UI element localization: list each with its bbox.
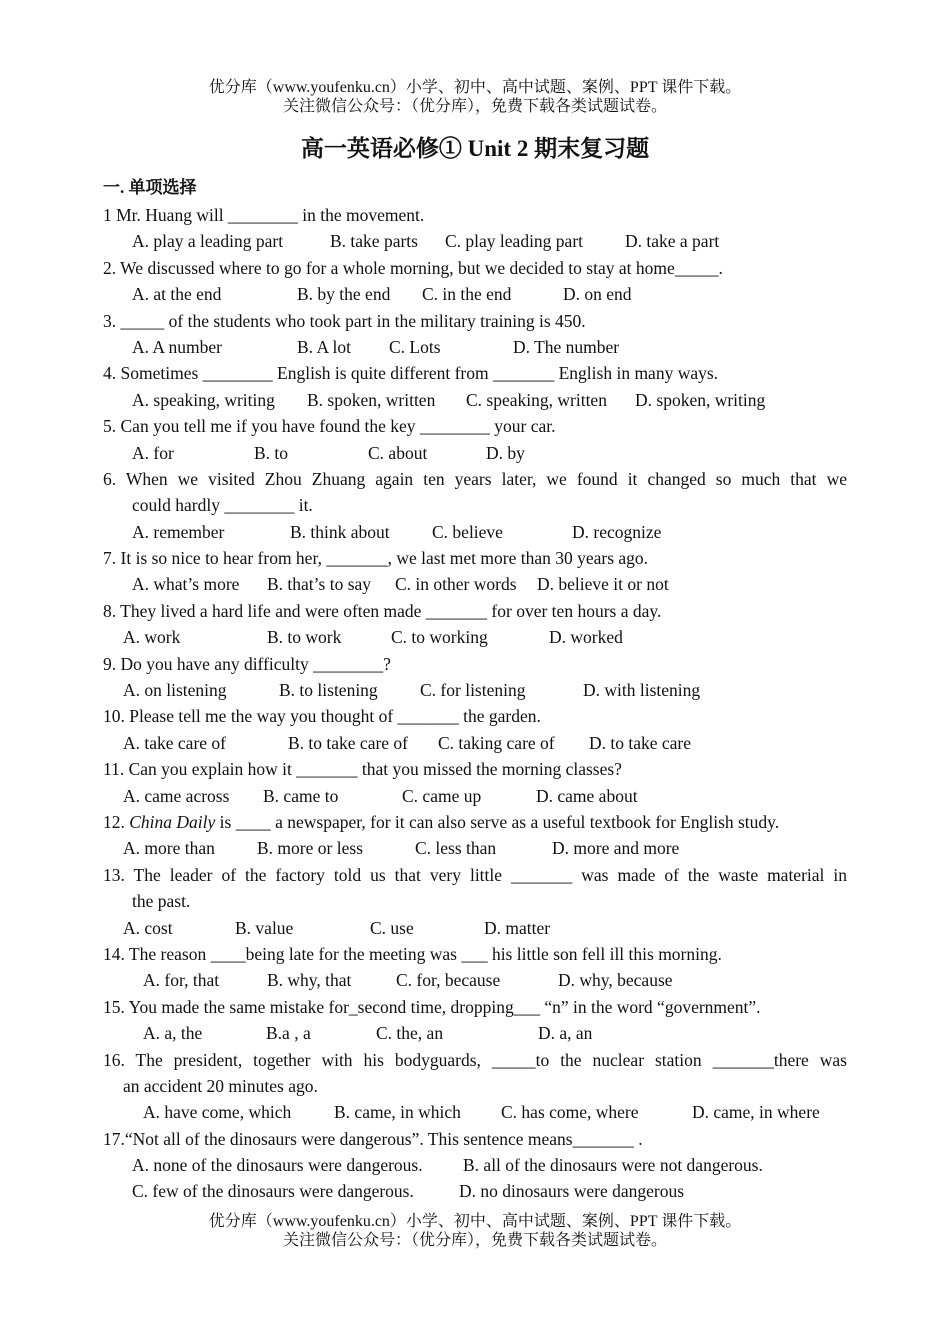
option-b: B. came, in which <box>334 1102 461 1123</box>
option-a: A. A number <box>132 336 222 357</box>
option-b: B. all of the dinosaurs were not dangerous. <box>463 1155 763 1176</box>
option-a: A. remember <box>132 521 225 542</box>
question-2 <box>103 255 847 308</box>
newspaper-title: China Daily <box>129 811 216 832</box>
question-options <box>103 783 847 809</box>
question-options-row-2 <box>103 1178 847 1204</box>
question-15 <box>103 994 847 1047</box>
option-c: C. came up <box>402 785 482 806</box>
option-a: A. for <box>132 442 174 463</box>
option-a: A. have come, which <box>143 1102 292 1123</box>
question-13 <box>103 862 847 941</box>
question-stem: 9. Do you have any difficulty ________? <box>103 653 391 674</box>
option-a: A. at the end <box>132 284 222 305</box>
stem-prefix: 12. <box>103 811 130 832</box>
question-options <box>103 228 847 254</box>
question-stem: 6. When we visited Zhou Zhuang again ten years later, we found it changed so much that we <box>103 468 847 489</box>
option-d: D. spoken, writing <box>635 389 766 410</box>
question-stem-continued: an accident 20 minutes ago. <box>123 1075 318 1096</box>
option-a: A. speaking, writing <box>132 389 275 410</box>
option-c: C. speaking, written <box>466 389 607 410</box>
option-a: A. on listening <box>123 680 227 701</box>
question-stem: 13. The leader of the factory told us that very little _______ was made of the waste material in <box>103 864 847 885</box>
page-title: 高一英语必修① Unit 2 期末复习题 <box>300 136 650 161</box>
question-stem: 11. Can you explain how it _______ that you missed the morning classes? <box>103 759 622 780</box>
question-options <box>103 677 847 703</box>
question-options <box>103 730 847 756</box>
option-d: D. believe it or not <box>537 574 669 595</box>
option-d: D. to take care <box>589 732 692 753</box>
question-options <box>103 281 847 307</box>
question-16 <box>103 1047 847 1126</box>
option-d: D. take a part <box>625 231 720 252</box>
question-options-row-1 <box>103 1152 847 1178</box>
question-options <box>103 1020 847 1046</box>
question-11 <box>103 756 847 809</box>
question-stem: 14. The reason ____being late for the meeting was ___ his little son fell ill this morning. <box>103 943 722 964</box>
option-d: D. a, an <box>538 1023 593 1044</box>
question-options <box>103 1099 847 1125</box>
question-5 <box>103 413 847 466</box>
question-stem-continued: could hardly ________ it. <box>132 495 313 516</box>
question-3 <box>103 308 847 361</box>
question-options <box>103 387 847 413</box>
option-a: A. cost <box>123 917 173 938</box>
option-b: B. to work <box>267 627 342 648</box>
question-stem: 8. They lived a hard life and were often made _______ for over ten hours a day. <box>103 600 662 621</box>
question-stem: 16. The president, together with his bodyguards, _____to the nuclear station _______there was <box>103 1049 847 1070</box>
question-4 <box>103 360 847 413</box>
option-c: C. for listening <box>420 680 526 701</box>
option-a: A. none of the dinosaurs were dangerous. <box>132 1155 423 1176</box>
option-b: B. take parts <box>330 231 418 252</box>
option-d: D. recognize <box>572 521 662 542</box>
option-b: B. A lot <box>297 336 351 357</box>
section-heading: 一. 单项选择 <box>103 178 197 197</box>
option-d: D. more and more <box>552 838 680 859</box>
option-a: A. came across <box>123 785 230 806</box>
option-c: C. few of the dinosaurs were dangerous. <box>132 1181 414 1202</box>
option-c: C. less than <box>415 838 497 859</box>
footer-line-2: 关注微信公众号：（优分库），免费下载各类试题试卷。 <box>282 1232 667 1249</box>
stem-suffix: is ____ a newspaper, for it can also serve as a useful textbook for English study. <box>215 811 780 832</box>
option-a: A. a, the <box>143 1023 203 1044</box>
question-stem-continued: the past. <box>132 891 191 912</box>
question-list <box>103 202 847 1205</box>
question-options <box>103 835 847 861</box>
option-b: B.a , a <box>266 1023 311 1044</box>
option-d: D. with listening <box>583 680 701 701</box>
question-options <box>103 624 847 650</box>
footer-line-1: 优分库（www.youfenku.cn）小学、初中、高中试题、案例、PPT 课件下载。 <box>208 1213 742 1230</box>
question-1 <box>103 202 847 255</box>
question-stem: 4. Sometimes ________ English is quite different from _______ English in many ways. <box>103 363 719 384</box>
option-c: C. the, an <box>376 1023 444 1044</box>
option-b: B. to listening <box>279 680 378 701</box>
option-d: D. by <box>486 442 525 463</box>
option-d: D. matter <box>484 917 551 938</box>
option-b: B. came to <box>263 785 339 806</box>
option-b: B. think about <box>290 521 390 542</box>
option-b: B. more or less <box>257 838 363 859</box>
option-c: C. believe <box>432 521 503 542</box>
option-c: C. use <box>370 917 414 938</box>
option-c: C. taking care of <box>438 732 555 753</box>
option-c: C. for, because <box>396 970 501 991</box>
option-a: A. play a leading part <box>132 231 284 252</box>
header-line-2: 关注微信公众号：（优分库），免费下载各类试题试卷。 <box>282 98 667 115</box>
question-9 <box>103 651 847 704</box>
option-d: D. The number <box>513 336 620 357</box>
question-stem: 5. Can you tell me if you have found the key ________ your car. <box>103 416 556 437</box>
option-a: A. more than <box>123 838 215 859</box>
option-c: C. has come, where <box>501 1102 639 1123</box>
question-stem: 1 Mr. Huang will ________ in the movement. <box>103 205 425 225</box>
question-stem: 15. You made the same mistake for_second time, dropping___ “n” in the word “government”. <box>103 996 761 1017</box>
question-stem: 10. Please tell me the way you thought of _______ the garden. <box>103 706 541 727</box>
option-b: B. spoken, written <box>307 389 436 410</box>
option-d: D. came, in where <box>692 1102 820 1123</box>
option-d: D. no dinosaurs were dangerous <box>459 1181 685 1202</box>
option-a: A. take care of <box>123 732 226 753</box>
header-line-1: 优分库（www.youfenku.cn）小学、初中、高中试题、案例、PPT 课件下载。 <box>208 79 742 96</box>
option-c: C. in other words <box>395 574 517 595</box>
option-d: D. why, because <box>558 970 673 991</box>
option-a: A. what’s more <box>132 574 240 595</box>
option-c: C. to working <box>391 627 488 648</box>
question-options <box>103 519 847 545</box>
option-c: C. in the end <box>422 284 512 305</box>
option-a: A. for, that <box>143 970 220 991</box>
option-a: A. work <box>123 627 181 648</box>
question-12 <box>103 809 847 862</box>
question-options <box>103 967 847 993</box>
option-b: B. to take care of <box>288 732 409 753</box>
option-d: D. on end <box>563 284 632 305</box>
question-10 <box>103 703 847 756</box>
option-d: D. came about <box>536 785 638 806</box>
option-b: B. that’s to say <box>267 574 372 595</box>
page-header <box>0 78 950 116</box>
question-stem: 3. _____ of the students who took part in the military training is 450. <box>103 310 586 331</box>
question-options <box>103 334 847 360</box>
option-b: B. value <box>235 917 294 938</box>
question-8 <box>103 598 847 651</box>
question-stem <box>103 809 847 835</box>
question-options <box>103 571 847 597</box>
option-b: B. why, that <box>267 970 352 991</box>
option-c: C. about <box>368 442 428 463</box>
question-stem: 2. We discussed where to go for a whole morning, but we decided to stay at home_____. <box>103 257 723 278</box>
question-6 <box>103 466 847 545</box>
question-7 <box>103 545 847 598</box>
page-footer <box>0 1212 950 1250</box>
question-options <box>103 915 847 941</box>
question-17 <box>103 1126 847 1205</box>
option-b: B. to <box>254 442 289 463</box>
question-14 <box>103 941 847 994</box>
question-options <box>103 440 847 466</box>
option-c: C. Lots <box>389 336 441 357</box>
option-c: C. play leading part <box>445 231 584 252</box>
option-d: D. worked <box>549 627 623 648</box>
option-b: B. by the end <box>297 284 391 305</box>
question-stem: 17.“Not all of the dinosaurs were dangerous”. This sentence means_______ . <box>103 1128 643 1149</box>
question-stem: 7. It is so nice to hear from her, _______, we last met more than 30 years ago. <box>103 548 649 569</box>
